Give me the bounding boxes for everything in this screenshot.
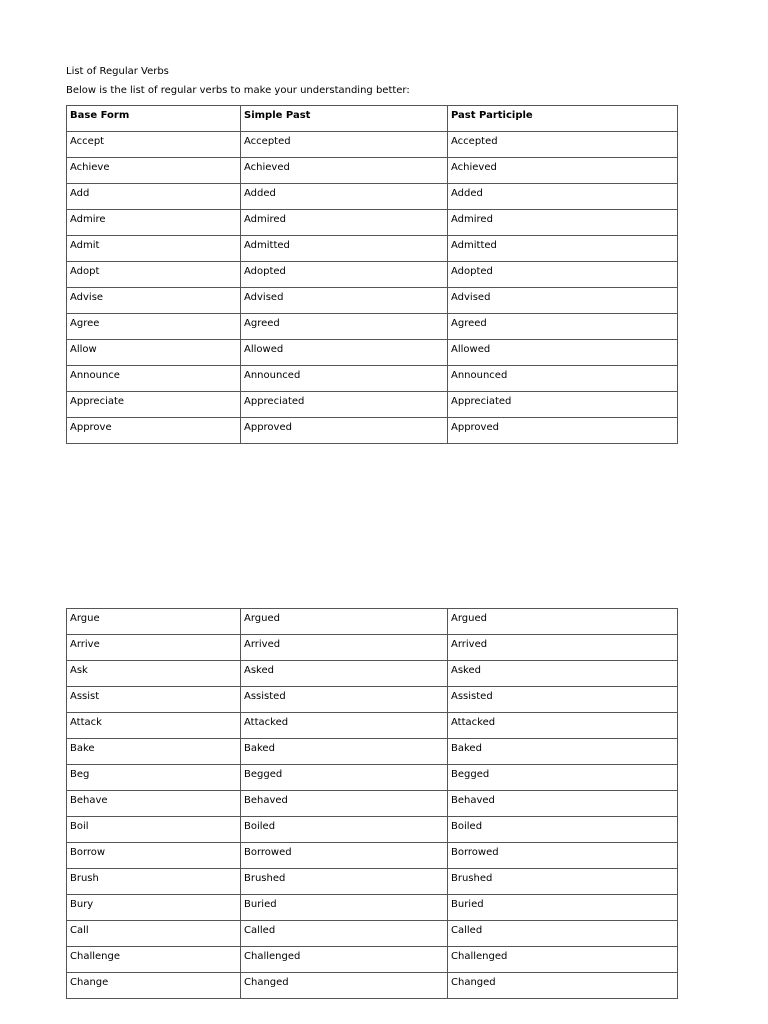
cell-text: Admired [244, 214, 286, 225]
column-header-label: Base Form [70, 110, 130, 121]
table-row [67, 158, 678, 184]
cell-text: Borrowed [244, 847, 292, 858]
cell-past-participle [448, 895, 678, 921]
cell-text: Advised [451, 292, 491, 303]
cell-text: Achieved [451, 162, 497, 173]
cell-text: Argued [244, 613, 280, 624]
cell-base-form [67, 817, 241, 843]
cell-text: Attack [70, 717, 102, 728]
cell-text: Challenged [451, 951, 508, 962]
cell-text: Adopted [244, 266, 286, 277]
cell-text: Accepted [244, 136, 291, 147]
cell-simple-past [241, 791, 448, 817]
cell-simple-past [241, 314, 448, 340]
cell-text: Appreciate [70, 396, 125, 407]
table-row [67, 869, 678, 895]
cell-past-participle [448, 210, 678, 236]
cell-past-participle [448, 973, 678, 999]
cell-text: Appreciated [451, 396, 512, 407]
cell-text: Add [70, 188, 90, 199]
cell-base-form [67, 392, 241, 418]
cell-simple-past [241, 947, 448, 973]
cell-text: Announced [451, 370, 508, 381]
cell-text: Approve [70, 422, 112, 433]
cell-text: Allowed [244, 344, 284, 355]
cell-base-form [67, 947, 241, 973]
table-row [67, 418, 678, 444]
verbs-table-2-body [67, 609, 678, 999]
cell-text: Appreciated [244, 396, 305, 407]
cell-text: Adopt [70, 266, 100, 277]
cell-text: Admitted [451, 240, 497, 251]
cell-simple-past [241, 661, 448, 687]
cell-text: Arrived [451, 639, 488, 650]
cell-base-form [67, 973, 241, 999]
cell-text: Accepted [451, 136, 498, 147]
table-row [67, 895, 678, 921]
cell-text: Behaved [244, 795, 288, 806]
cell-text: Assisted [451, 691, 493, 702]
cell-text: Begged [244, 769, 283, 780]
verbs-table-1 [66, 105, 678, 444]
cell-text: Borrowed [451, 847, 499, 858]
cell-text: Approved [451, 422, 499, 433]
cell-base-form [67, 661, 241, 687]
cell-simple-past [241, 895, 448, 921]
cell-text: Bake [70, 743, 95, 754]
cell-text: Accept [70, 136, 105, 147]
cell-text: Change [70, 977, 109, 988]
table-row [67, 947, 678, 973]
cell-past-participle [448, 340, 678, 366]
cell-text: Agreed [244, 318, 280, 329]
cell-base-form [67, 895, 241, 921]
cell-past-participle [448, 418, 678, 444]
cell-simple-past [241, 635, 448, 661]
cell-simple-past [241, 288, 448, 314]
column-header-label: Past Participle [451, 110, 533, 121]
cell-text: Argue [70, 613, 100, 624]
cell-text: Baked [244, 743, 275, 754]
table-row [67, 184, 678, 210]
table-row [67, 609, 678, 635]
table-row [67, 210, 678, 236]
cell-past-participle [448, 132, 678, 158]
cell-text: Brushed [451, 873, 493, 884]
cell-simple-past [241, 765, 448, 791]
cell-base-form [67, 791, 241, 817]
cell-past-participle [448, 661, 678, 687]
table-row [67, 661, 678, 687]
table-row [67, 392, 678, 418]
cell-text: Allow [70, 344, 97, 355]
verbs-table-1-body [67, 132, 678, 444]
cell-base-form [67, 713, 241, 739]
cell-base-form [67, 418, 241, 444]
cell-text: Adopted [451, 266, 493, 277]
cell-past-participle [448, 921, 678, 947]
cell-simple-past [241, 340, 448, 366]
cell-base-form [67, 314, 241, 340]
cell-past-participle [448, 713, 678, 739]
cell-text: Allowed [451, 344, 491, 355]
cell-text: Admitted [244, 240, 290, 251]
cell-simple-past [241, 921, 448, 947]
cell-base-form [67, 921, 241, 947]
cell-text: Approved [244, 422, 292, 433]
cell-text: Announced [244, 370, 301, 381]
cell-base-form [67, 210, 241, 236]
cell-text: Boil [70, 821, 89, 832]
cell-base-form [67, 739, 241, 765]
cell-simple-past [241, 184, 448, 210]
cell-past-participle [448, 236, 678, 262]
cell-text: Baked [451, 743, 482, 754]
cell-text: Announce [70, 370, 120, 381]
table-row [67, 366, 678, 392]
cell-past-participle [448, 869, 678, 895]
cell-base-form [67, 635, 241, 661]
table-row [67, 817, 678, 843]
cell-text: Attacked [244, 717, 289, 728]
cell-simple-past [241, 210, 448, 236]
cell-text: Borrow [70, 847, 106, 858]
cell-text: Assist [70, 691, 100, 702]
column-header-label: Simple Past [244, 110, 311, 121]
table-row [67, 340, 678, 366]
table-row [67, 921, 678, 947]
verbs-table-2 [66, 608, 678, 999]
cell-text: Agree [70, 318, 100, 329]
cell-simple-past [241, 713, 448, 739]
cell-base-form [67, 366, 241, 392]
cell-text: Arrived [244, 639, 281, 650]
cell-past-participle [448, 288, 678, 314]
cell-text: Ask [70, 665, 88, 676]
table-row [67, 132, 678, 158]
cell-past-participle [448, 314, 678, 340]
cell-base-form [67, 609, 241, 635]
cell-past-participle [448, 817, 678, 843]
table-row [67, 288, 678, 314]
cell-simple-past [241, 869, 448, 895]
cell-text: Boiled [244, 821, 276, 832]
cell-text: Argued [451, 613, 487, 624]
cell-past-participle [448, 687, 678, 713]
cell-past-participle [448, 635, 678, 661]
cell-simple-past [241, 262, 448, 288]
cell-simple-past [241, 366, 448, 392]
table-row [67, 262, 678, 288]
cell-text: Asked [451, 665, 481, 676]
cell-text: Challenged [244, 951, 301, 962]
cell-simple-past [241, 843, 448, 869]
cell-text: Arrive [70, 639, 100, 650]
cell-past-participle [448, 262, 678, 288]
table-row [67, 635, 678, 661]
cell-base-form [67, 687, 241, 713]
table-row [67, 713, 678, 739]
cell-text: Buried [451, 899, 484, 910]
cell-text: Called [244, 925, 276, 936]
cell-simple-past [241, 817, 448, 843]
cell-text: Beg [70, 769, 90, 780]
cell-text: Behaved [451, 795, 495, 806]
cell-text: Bury [70, 899, 94, 910]
cell-simple-past [241, 392, 448, 418]
cell-text: Changed [451, 977, 496, 988]
column-header-simple-past [241, 106, 448, 132]
table-header-row [67, 106, 678, 132]
cell-past-participle [448, 158, 678, 184]
cell-base-form [67, 765, 241, 791]
cell-text: Brush [70, 873, 99, 884]
cell-text: Behave [70, 795, 108, 806]
cell-past-participle [448, 739, 678, 765]
document-title: List of Regular Verbs [66, 66, 169, 77]
cell-simple-past [241, 739, 448, 765]
cell-simple-past [241, 418, 448, 444]
cell-text: Buried [244, 899, 277, 910]
cell-text: Assisted [244, 691, 286, 702]
cell-past-participle [448, 947, 678, 973]
cell-base-form [67, 132, 241, 158]
cell-text: Agreed [451, 318, 487, 329]
table-row [67, 973, 678, 999]
document-intro: Below is the list of regular verbs to make your understanding better: [66, 85, 410, 96]
column-header-past-participle [448, 106, 678, 132]
cell-text: Begged [451, 769, 490, 780]
cell-simple-past [241, 132, 448, 158]
cell-text: Advised [244, 292, 284, 303]
cell-past-participle [448, 184, 678, 210]
cell-base-form [67, 262, 241, 288]
cell-base-form [67, 158, 241, 184]
table-row [67, 739, 678, 765]
cell-base-form [67, 340, 241, 366]
cell-text: Asked [244, 665, 274, 676]
table-row [67, 314, 678, 340]
cell-base-form [67, 869, 241, 895]
cell-text: Boiled [451, 821, 483, 832]
cell-base-form [67, 236, 241, 262]
cell-text: Advise [70, 292, 104, 303]
cell-base-form [67, 843, 241, 869]
cell-simple-past [241, 973, 448, 999]
table-row [67, 765, 678, 791]
cell-text: Admired [451, 214, 493, 225]
cell-simple-past [241, 158, 448, 184]
table-row [67, 236, 678, 262]
cell-text: Brushed [244, 873, 286, 884]
table-row [67, 791, 678, 817]
cell-text: Admire [70, 214, 106, 225]
cell-past-participle [448, 765, 678, 791]
cell-past-participle [448, 843, 678, 869]
column-header-base-form [67, 106, 241, 132]
cell-simple-past [241, 687, 448, 713]
table-row [67, 843, 678, 869]
cell-base-form [67, 184, 241, 210]
cell-text: Achieve [70, 162, 110, 173]
cell-text: Achieved [244, 162, 290, 173]
verbs-table-1-header [67, 106, 678, 132]
cell-simple-past [241, 609, 448, 635]
cell-base-form [67, 288, 241, 314]
cell-text: Called [451, 925, 483, 936]
cell-text: Challenge [70, 951, 120, 962]
cell-text: Added [451, 188, 483, 199]
cell-simple-past [241, 236, 448, 262]
cell-past-participle [448, 392, 678, 418]
table-row [67, 687, 678, 713]
cell-text: Call [70, 925, 89, 936]
cell-past-participle [448, 791, 678, 817]
cell-text: Changed [244, 977, 289, 988]
cell-text: Added [244, 188, 276, 199]
cell-text: Admit [70, 240, 100, 251]
cell-past-participle [448, 366, 678, 392]
cell-text: Attacked [451, 717, 496, 728]
cell-past-participle [448, 609, 678, 635]
